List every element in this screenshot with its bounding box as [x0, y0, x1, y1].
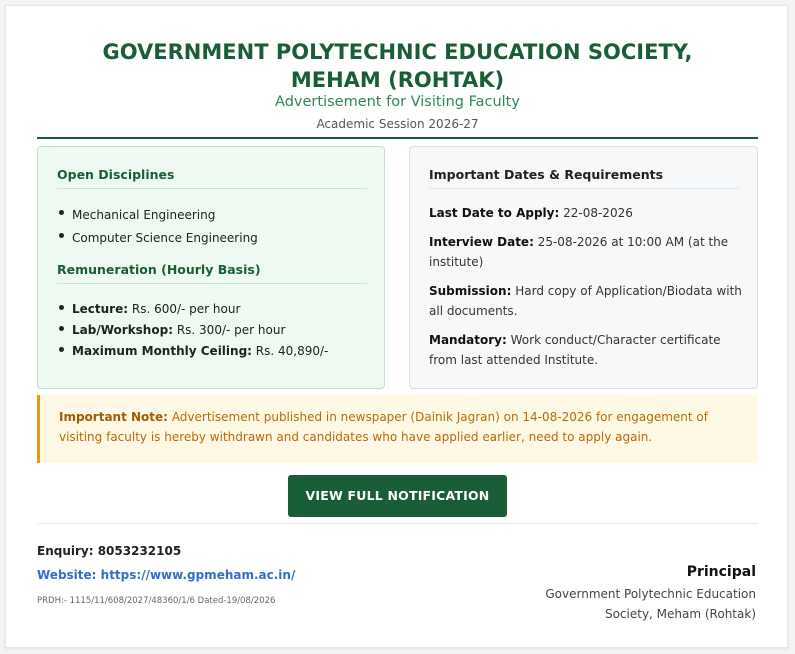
item-label: Last Date to Apply: [429, 206, 560, 220]
item-label: Maximum Monthly Ceiling: [72, 344, 252, 358]
principal-organization: Government Polytechnic Education Society, Meham (Rohtak) [545, 587, 756, 621]
item-value: Rs. 40,890/- [255, 344, 329, 358]
remuneration-list [72, 299, 372, 362]
item-value: Rs. 300/- per hour [176, 323, 286, 337]
page-subtitle: Advertisement for Visiting Faculty [275, 94, 520, 110]
list-item: Mechanical Engineering [72, 204, 372, 227]
academic-session: Academic Session 2026-27 [316, 117, 479, 131]
item-value: 22-08-2026 [563, 206, 633, 220]
submission [429, 281, 744, 321]
list-item [72, 320, 372, 341]
item-value: Hard copy of Application/Biodata with all documents. [429, 284, 742, 318]
item-label: Submission: [429, 284, 512, 298]
disciplines-heading: Open Disciplines [57, 167, 367, 189]
disciplines-list [72, 204, 372, 250]
list-item: Computer Science Engineering [72, 227, 372, 250]
item-label: Lecture: [72, 302, 129, 316]
website-link[interactable]: Website: https://www.gpmeham.ac.in/ [37, 568, 296, 582]
note-text: Advertisement published in newspaper (Dainik Jagran) on 14-08-2026 for engagement of visiting faculty is hereby withdrawn and candidates who have applied earlier, need to apply again. [59, 410, 708, 444]
enquiry-phone: Enquiry: 8053232105 [37, 544, 182, 558]
footer-divider [37, 523, 758, 524]
page-title: GOVERNMENT POLYTECHNIC EDUCATION SOCIETY, MEHAM (ROHTAK) [102, 40, 693, 92]
dates-panel [409, 146, 758, 389]
principal-title: Principal [686, 564, 756, 580]
list-item [72, 299, 372, 320]
item-value: 25-08-2026 at 10:00 AM (at the institute) [429, 235, 729, 269]
mandatory [429, 330, 744, 370]
view-notification-button[interactable]: VIEW FULL NOTIFICATION [288, 475, 507, 517]
dates-heading: Important Dates & Requirements [429, 167, 739, 189]
remuneration-heading: Remuneration (Hourly Basis) [57, 262, 367, 284]
disciplines-panel [37, 146, 385, 389]
interview-date [429, 232, 744, 272]
item-value: Rs. 600/- per hour [131, 302, 241, 316]
reference-number: PRDH:- 1115/11/608/2027/48360/1/6 Dated-19/08/2026 [37, 596, 276, 606]
header-divider [37, 137, 758, 139]
advertisement-card [5, 5, 788, 648]
item-label: Interview Date: [429, 235, 534, 249]
list-item [72, 341, 372, 362]
note-label: Important Note: [59, 410, 168, 424]
important-note [37, 395, 758, 463]
item-label: Lab/Workshop: [72, 323, 173, 337]
item-label: Mandatory: [429, 333, 507, 347]
item-value: Work conduct/Character certificate from last attended Institute. [429, 333, 721, 367]
last-date [429, 203, 744, 223]
